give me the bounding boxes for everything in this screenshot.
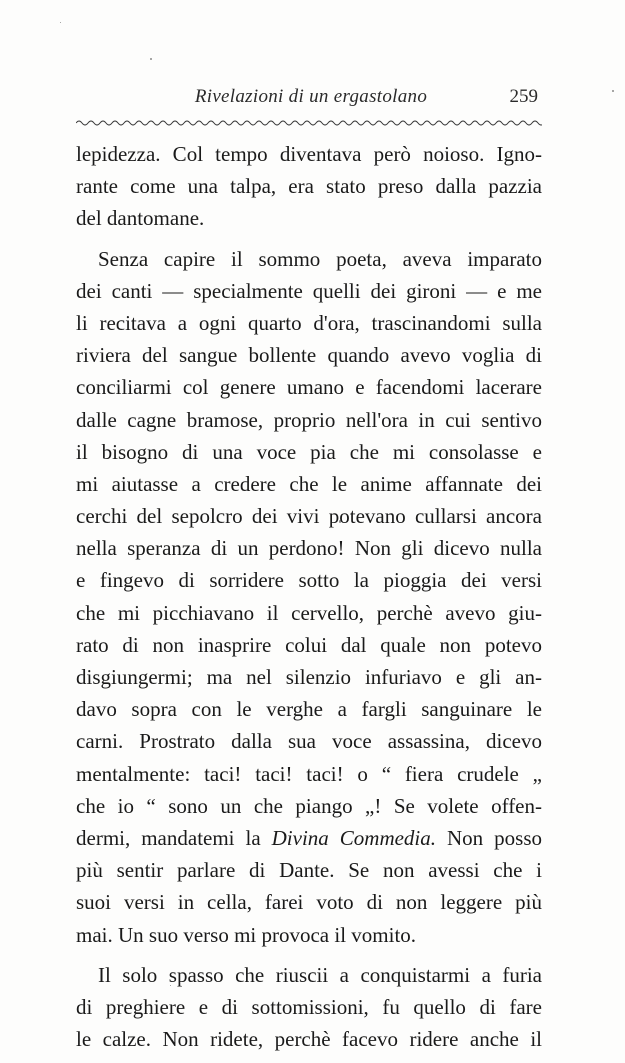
running-title: Rivelazioni di un ergastolano <box>194 86 428 107</box>
body-text <box>76 138 542 1055</box>
page-number: 259 <box>509 86 538 107</box>
text-line: le calze. Non ridete, perchè facevo ridere anche il <box>76 1027 542 1052</box>
paragraph-1 <box>76 138 542 235</box>
paper-speck <box>150 58 152 60</box>
text-line: e fingevo di sorridere sotto la pioggia dei versi <box>76 568 542 593</box>
text-line: conciliarmi col genere umano e facendomi lacerare <box>76 375 542 400</box>
paragraph-gap <box>76 951 542 959</box>
text-line: dei canti — specialmente quelli dei gironi — e me <box>76 278 542 303</box>
decorative-wavy-rule <box>76 118 542 128</box>
text-line: il bisogno di una voce pia che mi consolasse e <box>76 439 542 464</box>
text-line: Senza capire il sommo poeta, aveva imparato <box>98 246 542 271</box>
running-header <box>76 86 546 114</box>
text-line: del dantomane. <box>76 206 205 231</box>
paragraph-2 <box>76 243 542 951</box>
text-line: li recitava a ogni quarto d'ora, trascinandomi sulla <box>76 310 542 335</box>
text-line: mi aiutasse a credere che le anime affannate dei <box>76 471 542 496</box>
text-line: riviera del sangue bollente quando avevo voglia di <box>76 343 542 368</box>
book-title-italic: Divina Commedia. <box>271 825 437 850</box>
text-line: suoi versi in cella, farei voto di non leggere più <box>76 890 542 915</box>
text-line: più sentir parlare di Dante. Se non avessi che i <box>76 858 542 883</box>
text-line: dalle cagne bramose, proprio nell'ora in cui sentivo <box>76 407 542 432</box>
text-line: disgiungermi; ma nel silenzio infuriavo e gli an- <box>76 665 542 689</box>
text-line: mentalmente: taci! taci! taci! o “ fiera crudele „ <box>76 761 542 786</box>
paper-speck <box>612 90 614 92</box>
text-line: davo sopra con le verghe a fargli sanguinare le <box>76 697 542 722</box>
text-line: che io “ sono un che piango „! Se volete offen- <box>76 793 542 818</box>
paragraph-gap <box>76 235 542 243</box>
text-line: rato di non inasprire colui dal quale non potevo <box>76 632 542 657</box>
paragraph-3 <box>76 959 542 1056</box>
text-line: di preghiere e di sottomissioni, fu quello di fare <box>76 994 542 1019</box>
paper-speck <box>60 22 61 23</box>
text-line: nella speranza di un perdono! Non gli dicevo nulla <box>76 536 542 561</box>
text-line: mai. Un suo verso mi provoca il vomito. <box>76 922 417 947</box>
text-line: carni. Prostrato dalla sua voce assassina, dicevo <box>76 729 542 754</box>
text-line: che mi picchiavano il cervello, perchè avevo giu- <box>76 600 542 625</box>
text-fragment: dermi, mandatemi la <box>76 825 272 850</box>
text-line: rante come una talpa, era stato preso dalla pazzia <box>76 174 542 199</box>
text-fragment: Non posso <box>436 825 542 850</box>
text-line: Il solo spasso che riuscii a conquistarmi a furia <box>98 962 542 987</box>
text-line: cerchi del sepolcro dei vivi potevano cullarsi ancora <box>76 504 542 529</box>
text-line-with-title <box>76 822 542 854</box>
text-line: lepidezza. Col tempo diventava però noioso. Igno- <box>76 142 542 166</box>
